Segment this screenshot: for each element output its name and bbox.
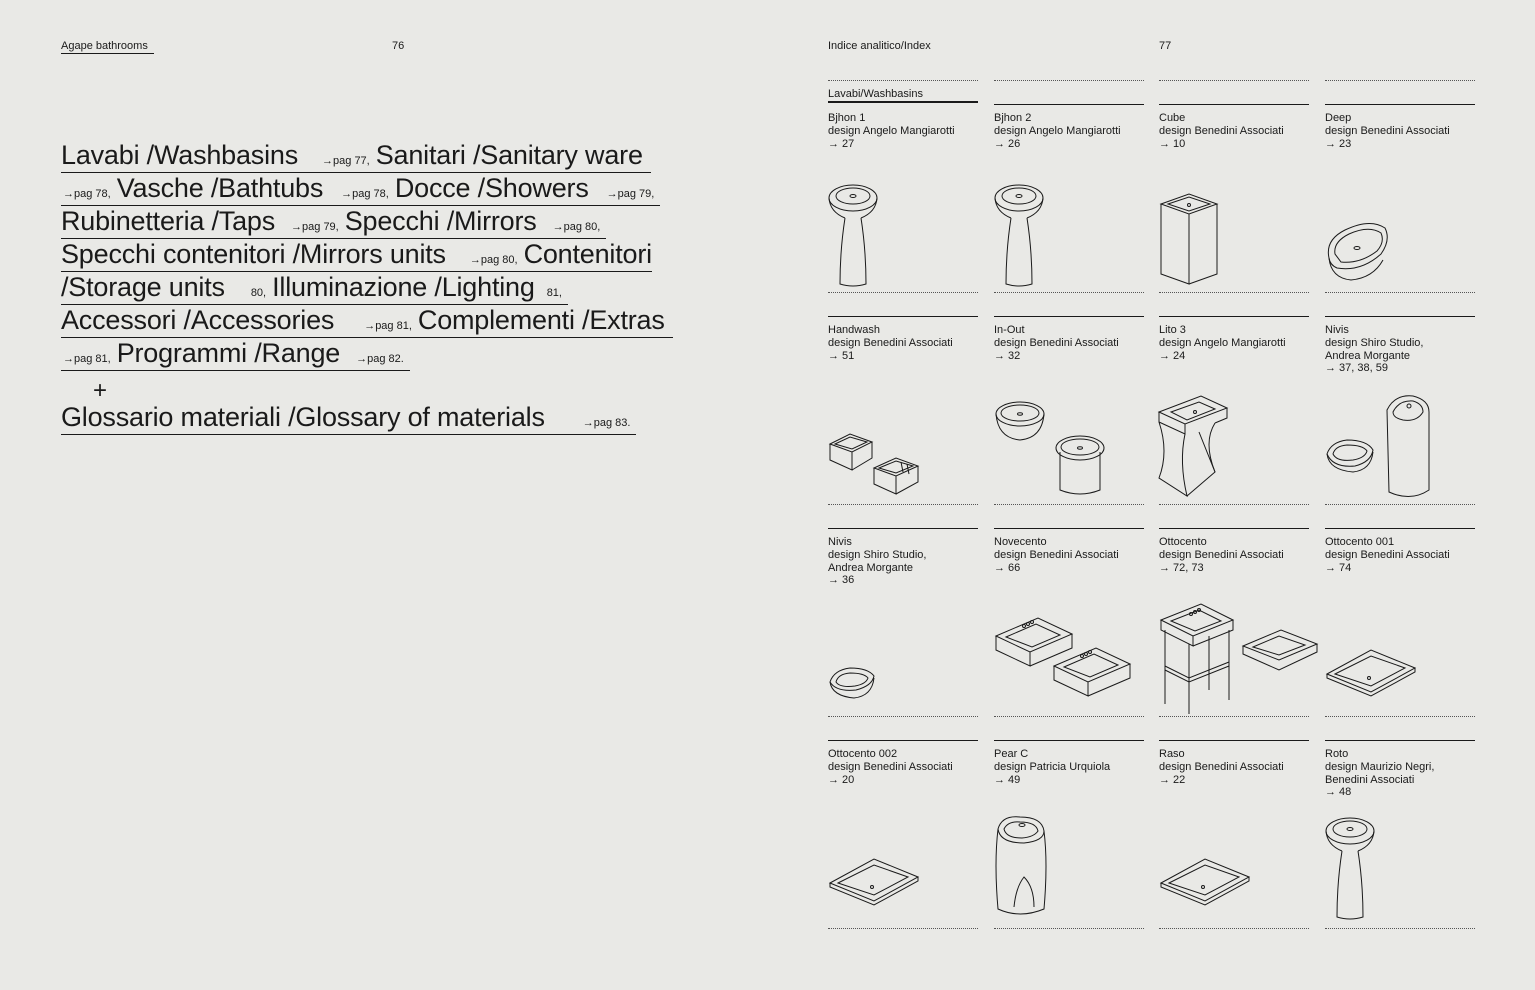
dotted-divider [1325,292,1475,293]
product-caption [1159,536,1284,574]
toc-page-ref: →pag 83. [582,417,631,430]
product-name: In-Out [994,324,1025,336]
product-name: Bjhon 1 [828,112,866,124]
toc-entry: Illuminazione /Lighting [272,272,535,302]
dotted-divider [828,928,978,929]
toc-line: + [93,377,108,404]
toc-entry: Vasche /Bathtubs [116,173,324,203]
product-name: Ottocento [1159,536,1207,548]
product-card [1159,504,1309,718]
toc-entry: Programmi /Range [116,338,341,368]
product-page-ref: → 49 [994,773,1021,786]
product-page-ref: → 20 [828,773,855,786]
product-card [1159,716,1309,930]
product-designer: design Benedini Associati [1159,124,1284,137]
solid-rule [1159,104,1309,105]
dotted-divider [1325,80,1475,81]
product-page-ref: → 23 [1325,137,1352,150]
toc-page-ref: →pag 80, [469,254,518,266]
product-page-ref: → 24 [1159,349,1186,362]
product-caption [994,324,1119,362]
product-caption [1325,748,1434,799]
solid-rule [1325,316,1475,317]
product-name: Bjhon 2 [994,112,1032,124]
product-name: Lito 3 [1159,324,1186,336]
product-designer: design Shiro Studio, [1325,336,1424,349]
product-caption [1159,324,1286,362]
toc-line [61,402,636,435]
left-page-number: 76 [392,40,405,52]
product-caption [1325,324,1423,375]
product-name: Handwash [828,324,880,336]
solid-rule [994,104,1144,105]
column-basin-icon [1159,392,1309,507]
toc-line [61,206,606,239]
small-oval-basin-icon [828,604,978,719]
product-caption [1159,748,1284,786]
solid-rule [828,316,978,317]
product-caption [1325,536,1450,574]
toc-page-ref: →pag 79, [291,221,339,233]
product-page-ref: → 74 [1325,561,1352,574]
flat-rect-basin-icon [1325,604,1475,719]
product-designer: design Angelo Mangiarotti [828,124,955,137]
product-page-ref: → 36 [828,574,855,587]
product-card [994,292,1144,506]
product-caption [994,748,1110,786]
flat-rect-basin-icon [1159,813,1309,928]
product-name: Ottocento 001 [1325,536,1395,548]
product-card [828,716,978,930]
dotted-divider [828,504,978,505]
product-page-ref: → 72, 73 [1159,561,1204,574]
product-designer: design Patricia Urquiola [994,760,1111,773]
product-designer: design Benedini Associati [1325,548,1450,561]
toc-entry: Contenitori [523,239,652,269]
dotted-divider [1159,716,1309,717]
product-designer: design Angelo Mangiarotti [994,124,1121,137]
product-card [1325,292,1475,506]
right-page-number: 77 [1159,40,1172,52]
pedestal-basin-icon [1325,813,1475,928]
product-card [1325,504,1475,718]
dotted-divider [828,716,978,717]
product-page-ref: → 66 [994,561,1021,574]
toc-entry: /Storage units [61,272,225,302]
solid-rule [828,740,978,741]
dotted-divider [1325,504,1475,505]
toc-line [61,173,660,206]
toc-entry: Accessori /Accessories [61,305,335,335]
toc-entry: Specchi /Mirrors [344,206,537,236]
cube-basin-icon [1159,180,1309,295]
product-designer: design Shiro Studio, [828,548,927,561]
dotted-divider [994,80,1144,81]
product-designer: design Benedini Associati [828,760,953,773]
toc-entry: Specchi contenitori /Mirrors units [61,239,446,269]
oval-basin-icon [1325,180,1475,295]
toc-entry: Rubinetteria /Taps [61,206,276,236]
product-page-ref: → 22 [1159,773,1186,786]
product-caption [1159,112,1284,150]
product-name: Nivis [828,536,852,548]
product-designer: design Benedini Associati [994,336,1119,349]
product-page-ref: → 51 [828,349,855,362]
solid-rule [1159,740,1309,741]
section-label: Lavabi/Washbasins [828,88,978,103]
product-designer: Andrea Morgante [828,561,913,574]
solid-rule [1159,528,1309,529]
solid-rule [994,316,1144,317]
product-caption [828,748,953,786]
nivis-basins-icon [1325,392,1475,507]
toc-page-ref: →pag 81, [63,353,111,365]
product-page-ref: → 37, 38, 59 [1325,362,1388,375]
pear-basin-icon [994,813,1144,928]
product-name: Novecento [994,536,1047,548]
toc-page-ref: →pag 77, [322,155,370,167]
product-designer: design Benedini Associati [1159,760,1284,773]
right-running-header: Indice analitico/Index [828,40,931,52]
product-designer: design Benedini Associati [994,548,1119,561]
flat-rect-basin-icon [828,813,978,928]
product-card [994,504,1144,718]
solid-rule [828,528,978,529]
toc-page-ref: 81, [546,287,562,299]
toc-page-ref: →pag 79, [606,188,655,200]
dotted-divider [1325,716,1475,717]
product-caption [828,536,926,587]
product-page-ref: → 32 [994,349,1021,362]
box-basins-icon [828,392,978,507]
dotted-divider [828,292,978,293]
product-name: Raso [1159,748,1185,760]
toc-entry: Docce /Showers [394,173,589,203]
dotted-divider [828,80,978,81]
product-name: Cube [1159,112,1186,124]
product-card [1325,716,1475,930]
toc-entry: Glossario materiali /Glossary of materials [61,402,545,433]
product-card [994,716,1144,930]
stand-basin-icon [1159,604,1309,719]
toc-page-ref: →pag 78, [341,188,389,200]
solid-rule [994,740,1144,741]
product-designer: design Angelo Mangiarotti [1159,336,1286,349]
toc-entry: Lavabi /Washbasins [61,140,299,170]
product-card [1159,292,1309,506]
product-card [828,504,978,718]
dotted-divider [1159,292,1309,293]
product-card [1159,80,1309,294]
toc-entry: Complementi /Extras [417,305,665,335]
dotted-divider [1325,928,1475,929]
toc-page-ref: →pag 82. [356,353,404,365]
product-page-ref: → 27 [828,137,855,150]
toc-line [61,239,652,272]
dotted-divider [994,928,1144,929]
dotted-divider [994,292,1144,293]
solid-rule [1325,104,1475,105]
table-of-contents [61,140,711,435]
product-designer: design Benedini Associati [828,336,953,349]
product-name: Nivis [1325,324,1349,336]
product-page-ref: → 48 [1325,786,1352,799]
toc-entry: Sanitari /Sanitary ware [375,140,643,170]
left-running-header: Agape bathrooms [61,40,154,52]
product-designer: design Maurizio Negri, [1325,760,1435,773]
toc-page-ref: →pag 78, [63,188,111,200]
product-name: Deep [1325,112,1352,124]
product-caption [828,112,955,150]
product-page-ref: → 26 [994,137,1021,150]
dotted-divider [994,716,1144,717]
dotted-divider [994,504,1144,505]
solid-rule [1325,740,1475,741]
toc-line [61,338,410,371]
product-designer: design Benedini Associati [1159,548,1284,561]
product-caption [828,324,953,362]
product-card [1325,80,1475,294]
product-card [828,80,978,294]
pedestal-basin-icon [994,180,1144,295]
round-basins-icon [994,392,1144,507]
product-caption [994,112,1121,150]
product-caption [994,536,1119,574]
product-designer: Benedini Associati [1325,773,1415,786]
toc-page-ref: →pag 81, [364,320,412,332]
product-card [828,292,978,506]
console-basins-icon [994,604,1144,719]
toc-line [61,140,651,173]
dotted-divider [1159,504,1309,505]
product-name: Pear C [994,748,1029,760]
product-caption [1325,112,1450,150]
product-name: Roto [1325,748,1349,760]
toc-page-ref: 80, [250,287,267,299]
toc-line [61,305,673,338]
solid-rule [994,528,1144,529]
dotted-divider [1159,928,1309,929]
product-page-ref: → 10 [1159,137,1186,150]
product-designer: Andrea Morgante [1325,349,1410,362]
toc-line [61,272,568,305]
solid-rule [1325,528,1475,529]
product-name: Ottocento 002 [828,748,898,760]
solid-rule [1159,316,1309,317]
pedestal-basin-icon [828,180,978,295]
product-designer: design Benedini Associati [1325,124,1450,137]
product-card [994,80,1144,294]
dotted-divider [1159,80,1309,81]
toc-page-ref: →pag 80, [552,221,601,233]
